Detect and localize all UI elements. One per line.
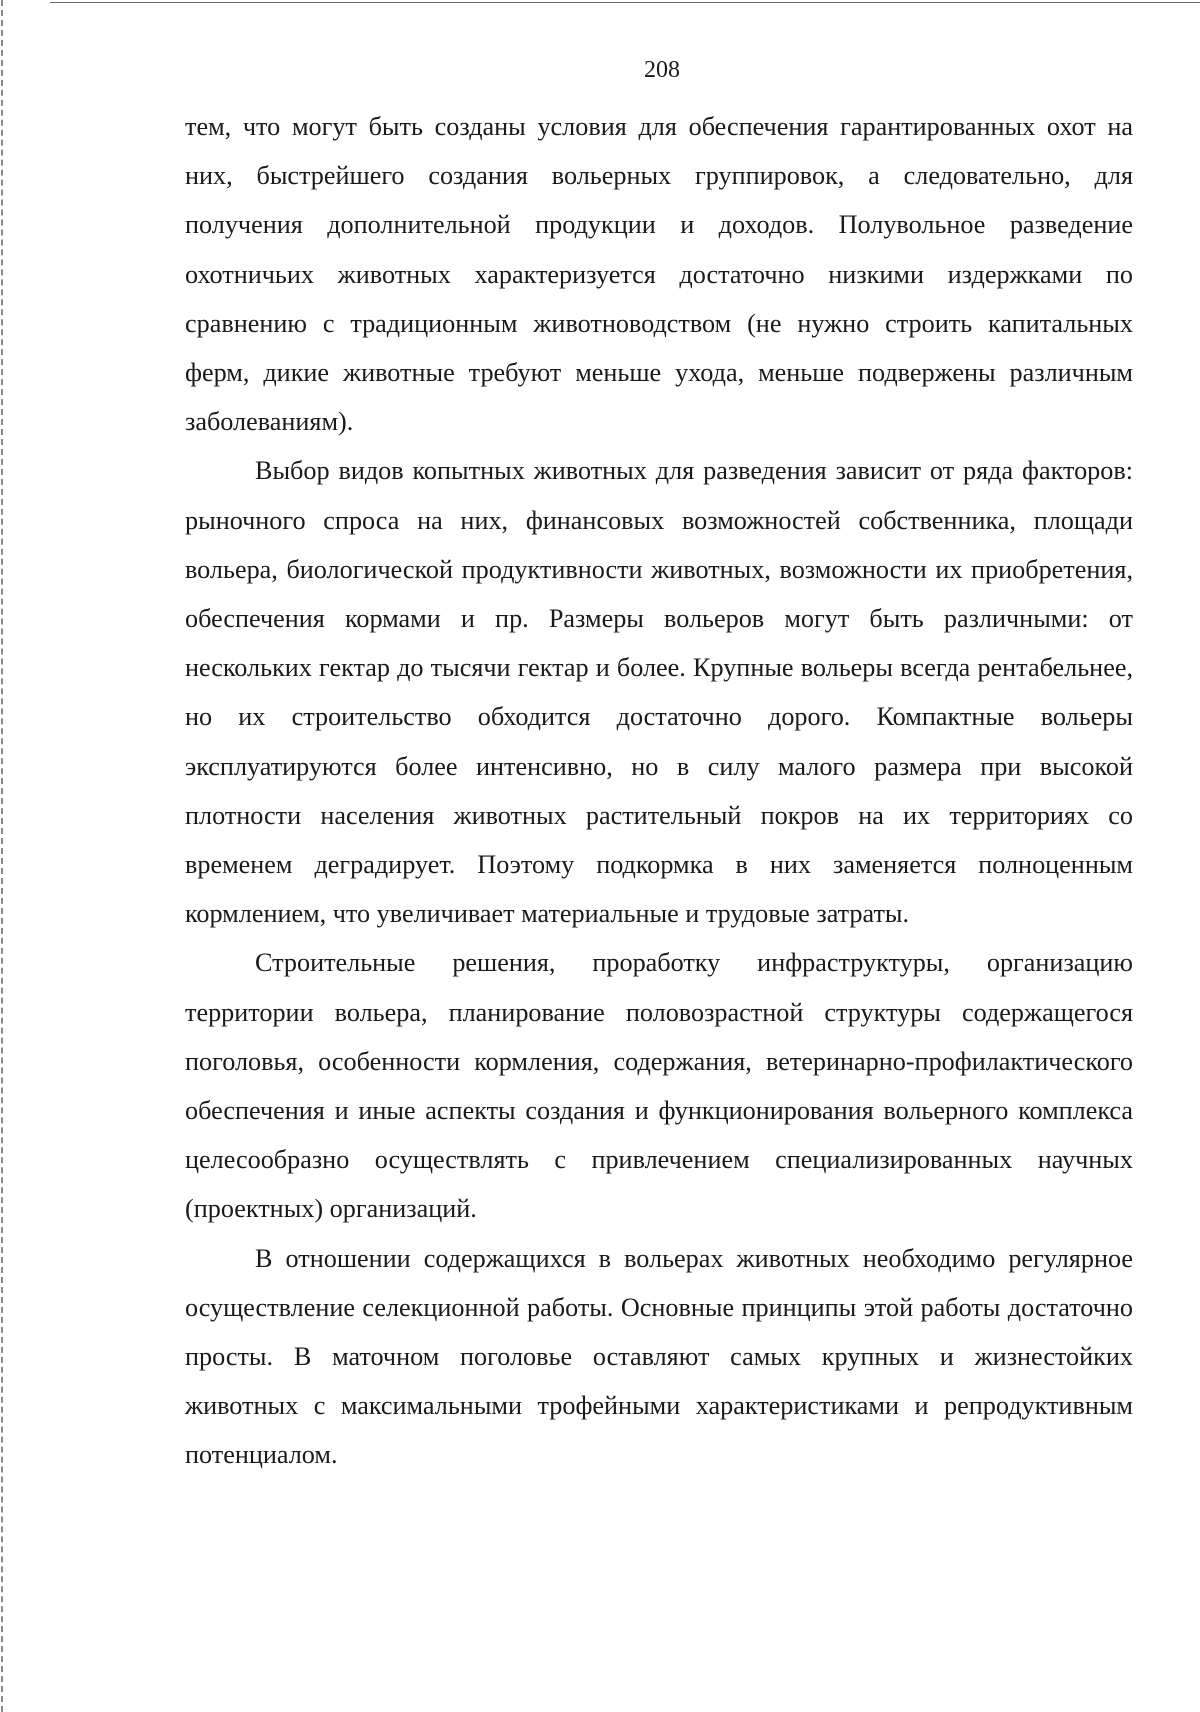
scan-top-rule (50, 2, 1200, 3)
scan-left-edge (1, 0, 3, 1712)
paragraph-1: тем, что могут быть созданы условия для обеспечения гарантированных охот на них, быстрейшего создания вольерных группировок, а следовательно, для получения дополнительной продукции и доходов. Полувольное разведение охотничьих животных характеризуется достаточно низкими издержками по сравнению с традиционным животноводством (не нужно строить капитальных ферм, дикие животные требуют меньше ухода, меньше подвержены различным заболеваниям). (185, 112, 1133, 437)
paragraph-2: Выбор видов копытных животных для разведения зависит от ряда факторов: рыночного спроса на них, финансовых возможностей собственника, площади вольера, биологической продуктивности животных, возможности их приобретения, обеспечения кормами и пр. Размеры вольеров могут быть различными: от нескольких гектар до тысячи гектар и более. Крупные вольеры всегда рентабельнее, но их строительство обходится достаточно дорого. Компактные вольеры эксплуатируются более интенсивно, но в силу малого размера при высокой плотности населения животных растительный покров на их территориях со временем деградирует. Поэтому подкормка в них заменяется полноценным кормлением, что увеличивает материальные и трудовые затраты. (185, 456, 1133, 929)
page-number: 208 (644, 57, 680, 83)
paragraph-3: Строительные решения, проработку инфраструктуры, организацию территории вольера, планирование половозрастной структуры содержащегося поголовья, особенности кормления, содержания, ветеринарно-профилактического обеспечения и иные аспекты создания и функционирования вольерного комплекса целесообразно осуществлять с привлечением специализированных научных (проектных) организаций. (185, 948, 1133, 1224)
body-text (185, 102, 1133, 1480)
paragraph-4: В отношении содержащихся в вольерах животных необходимо регулярное осуществление селекционной работы. Основные принципы этой работы достаточно просты. В маточном поголовье оставляют самых крупных и жизнестойких животных с максимальными трофейными характеристиками и репродуктивным потенциалом. (185, 1243, 1133, 1470)
